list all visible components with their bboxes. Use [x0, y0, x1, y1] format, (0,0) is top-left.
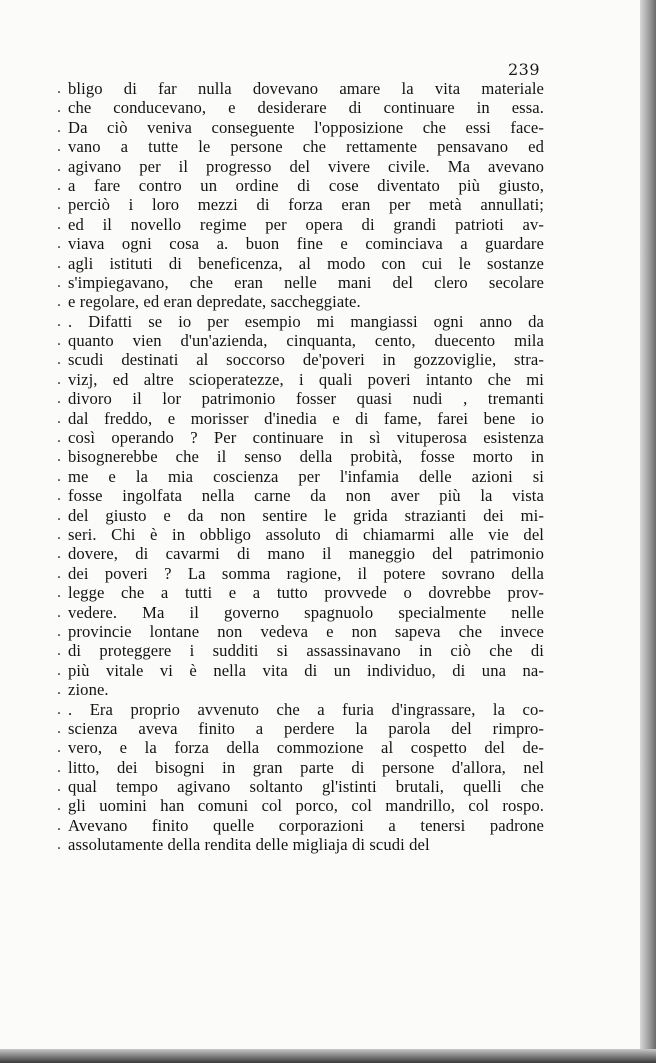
- margin-marks: [57, 79, 65, 855]
- body-text: [68, 79, 544, 855]
- margin-dot: .: [57, 138, 61, 156]
- text-line: quanto vien d'un'azienda, cinquanta, cento, duecento mila: [68, 331, 544, 351]
- text-line: dal freddo, e morisser d'inedia e di fame, farei bene io: [68, 408, 544, 428]
- scan-bottom-edge: [0, 1049, 656, 1063]
- text-line: . Difatti se io per esempio mi mangiassi ogni anno da: [68, 311, 544, 331]
- margin-dot: .: [57, 758, 61, 776]
- page-number: 239: [508, 60, 541, 79]
- text-line: che conducevano, e desiderare di continuare in essa.: [68, 98, 544, 118]
- margin-dot: .: [57, 176, 61, 194]
- text-line: vedere. Ma il governo spagnuolo specialmente nelle: [68, 602, 544, 622]
- margin-dot: .: [57, 157, 61, 175]
- text-line: vero, e la forza della commozione al cospetto del de-: [68, 738, 544, 758]
- margin-dot: .: [57, 80, 61, 97]
- margin-dot: .: [57, 390, 61, 408]
- text-line: legge che a tutti e a tutto provvede o dovrebbe prov-: [68, 583, 544, 603]
- margin-dot: .: [57, 584, 61, 602]
- margin-dot: .: [57, 719, 61, 737]
- text-line: agli istituti di beneficenza, al modo con cui le sostanze: [68, 253, 544, 273]
- text-line: zione.: [68, 680, 109, 700]
- margin-dot: .: [57, 370, 61, 388]
- margin-dot: .: [57, 564, 61, 582]
- margin-dot: .: [57, 351, 61, 369]
- text-line: Avevano finito quelle corporazioni a tenersi padrone: [68, 815, 544, 835]
- margin-dot: .: [57, 215, 61, 233]
- margin-dot: .: [57, 506, 61, 524]
- margin-dot: .: [57, 525, 61, 543]
- text-line: scienza aveva finito a perdere la parola del rimpro-: [68, 718, 544, 738]
- text-line: di proteggere i sudditi si assassinavano in ciò che di: [68, 641, 544, 661]
- text-line: agivano per il progresso del vivere civile. Ma avevano: [68, 156, 544, 176]
- margin-dot: .: [57, 99, 61, 117]
- text-line: me e la mia coscienza per l'infamia delle azioni si: [68, 466, 544, 486]
- margin-dot: .: [57, 487, 61, 505]
- text-line: vizj, ed altre scioperatezze, i quali poveri intanto che mi: [68, 369, 544, 389]
- margin-dot: .: [57, 312, 61, 330]
- text-line: ed il novello regime per opera di grandi patrioti av-: [68, 214, 544, 234]
- text-line: s'impiegavano, che eran nelle mani del clero secolare: [68, 272, 544, 292]
- margin-dot: .: [57, 429, 61, 447]
- margin-dot: .: [57, 235, 61, 253]
- margin-dot: .: [57, 836, 61, 854]
- margin-dot: .: [57, 545, 61, 563]
- text-line: scudi destinati al soccorso de'poveri in gozzoviglie, stra-: [68, 350, 544, 370]
- margin-dot: .: [57, 739, 61, 757]
- text-line: e regolare, ed eran depredate, saccheggiate.: [68, 292, 361, 312]
- margin-dot: .: [57, 332, 61, 350]
- margin-dot: .: [57, 118, 61, 136]
- text-line: più vitale vi è nella vita di un individuo, di una na-: [68, 660, 544, 680]
- text-line: così operando ? Per continuare in sì vituperosa esistenza: [68, 428, 544, 448]
- margin-dot: .: [57, 467, 61, 485]
- text-line: seri. Chi è in obbligo assoluto di chiamarmi alle vie del: [68, 524, 544, 544]
- margin-dot: .: [57, 681, 61, 699]
- text-line: dovere, di cavarmi di mano il maneggio del patrimonio: [68, 544, 544, 564]
- text-line: viava ogni cosa a. buon fine e cominciava a guardare: [68, 234, 544, 254]
- margin-dot: .: [57, 797, 61, 815]
- text-line: a fare contro un ordine di cose diventato più giusto,: [68, 175, 544, 195]
- margin-dot: .: [57, 409, 61, 427]
- book-gutter-shadow: [640, 0, 656, 1063]
- margin-dot: .: [57, 293, 61, 311]
- text-line: assolutamente della rendita delle migliaja di scudi del: [68, 835, 430, 855]
- text-line: . Era proprio avvenuto che a furia d'ingrassare, la co-: [68, 699, 544, 719]
- text-line: dei poveri ? La somma ragione, il potere sovrano della: [68, 563, 544, 583]
- text-line: divoro il lor patrimonio fosser quasi nudi , tremanti: [68, 389, 544, 409]
- text-line: gli uomini han comuni col porco, col mandrillo, col rospo.: [68, 796, 544, 816]
- margin-dot: .: [57, 603, 61, 621]
- text-line: provincie lontane non vedeva e non sapeva che invece: [68, 621, 544, 641]
- margin-dot: .: [57, 448, 61, 466]
- text-line: perciò i loro mezzi di forza eran per metà annullati;: [68, 195, 544, 215]
- margin-dot: .: [57, 661, 61, 679]
- text-line: litto, dei bisogni in gran parte di persone d'allora, nel: [68, 757, 544, 777]
- margin-dot: .: [57, 622, 61, 640]
- margin-dot: .: [57, 778, 61, 796]
- text-line: qual tempo agivano soltanto gl'istinti brutali, quelli che: [68, 777, 544, 797]
- margin-dot: .: [57, 273, 61, 291]
- margin-dot: .: [57, 816, 61, 834]
- text-line: vano a tutte le persone che rettamente pensavano ed: [68, 137, 544, 157]
- margin-dot: .: [57, 196, 61, 214]
- text-line: Da ciò veniva conseguente l'opposizione che essi face-: [68, 117, 544, 137]
- text-line: bisognerebbe che il senso della probità, fosse morto in: [68, 447, 544, 467]
- text-line: fosse ingolfata nella carne da non aver più la vista: [68, 486, 544, 506]
- margin-dot: .: [57, 254, 61, 272]
- text-line: bligo di far nulla dovevano amare la vita materiale: [68, 79, 544, 98]
- margin-dot: .: [57, 642, 61, 660]
- text-line: del giusto e da non sentire le grida strazianti dei mi-: [68, 505, 544, 525]
- margin-dot: .: [57, 700, 61, 718]
